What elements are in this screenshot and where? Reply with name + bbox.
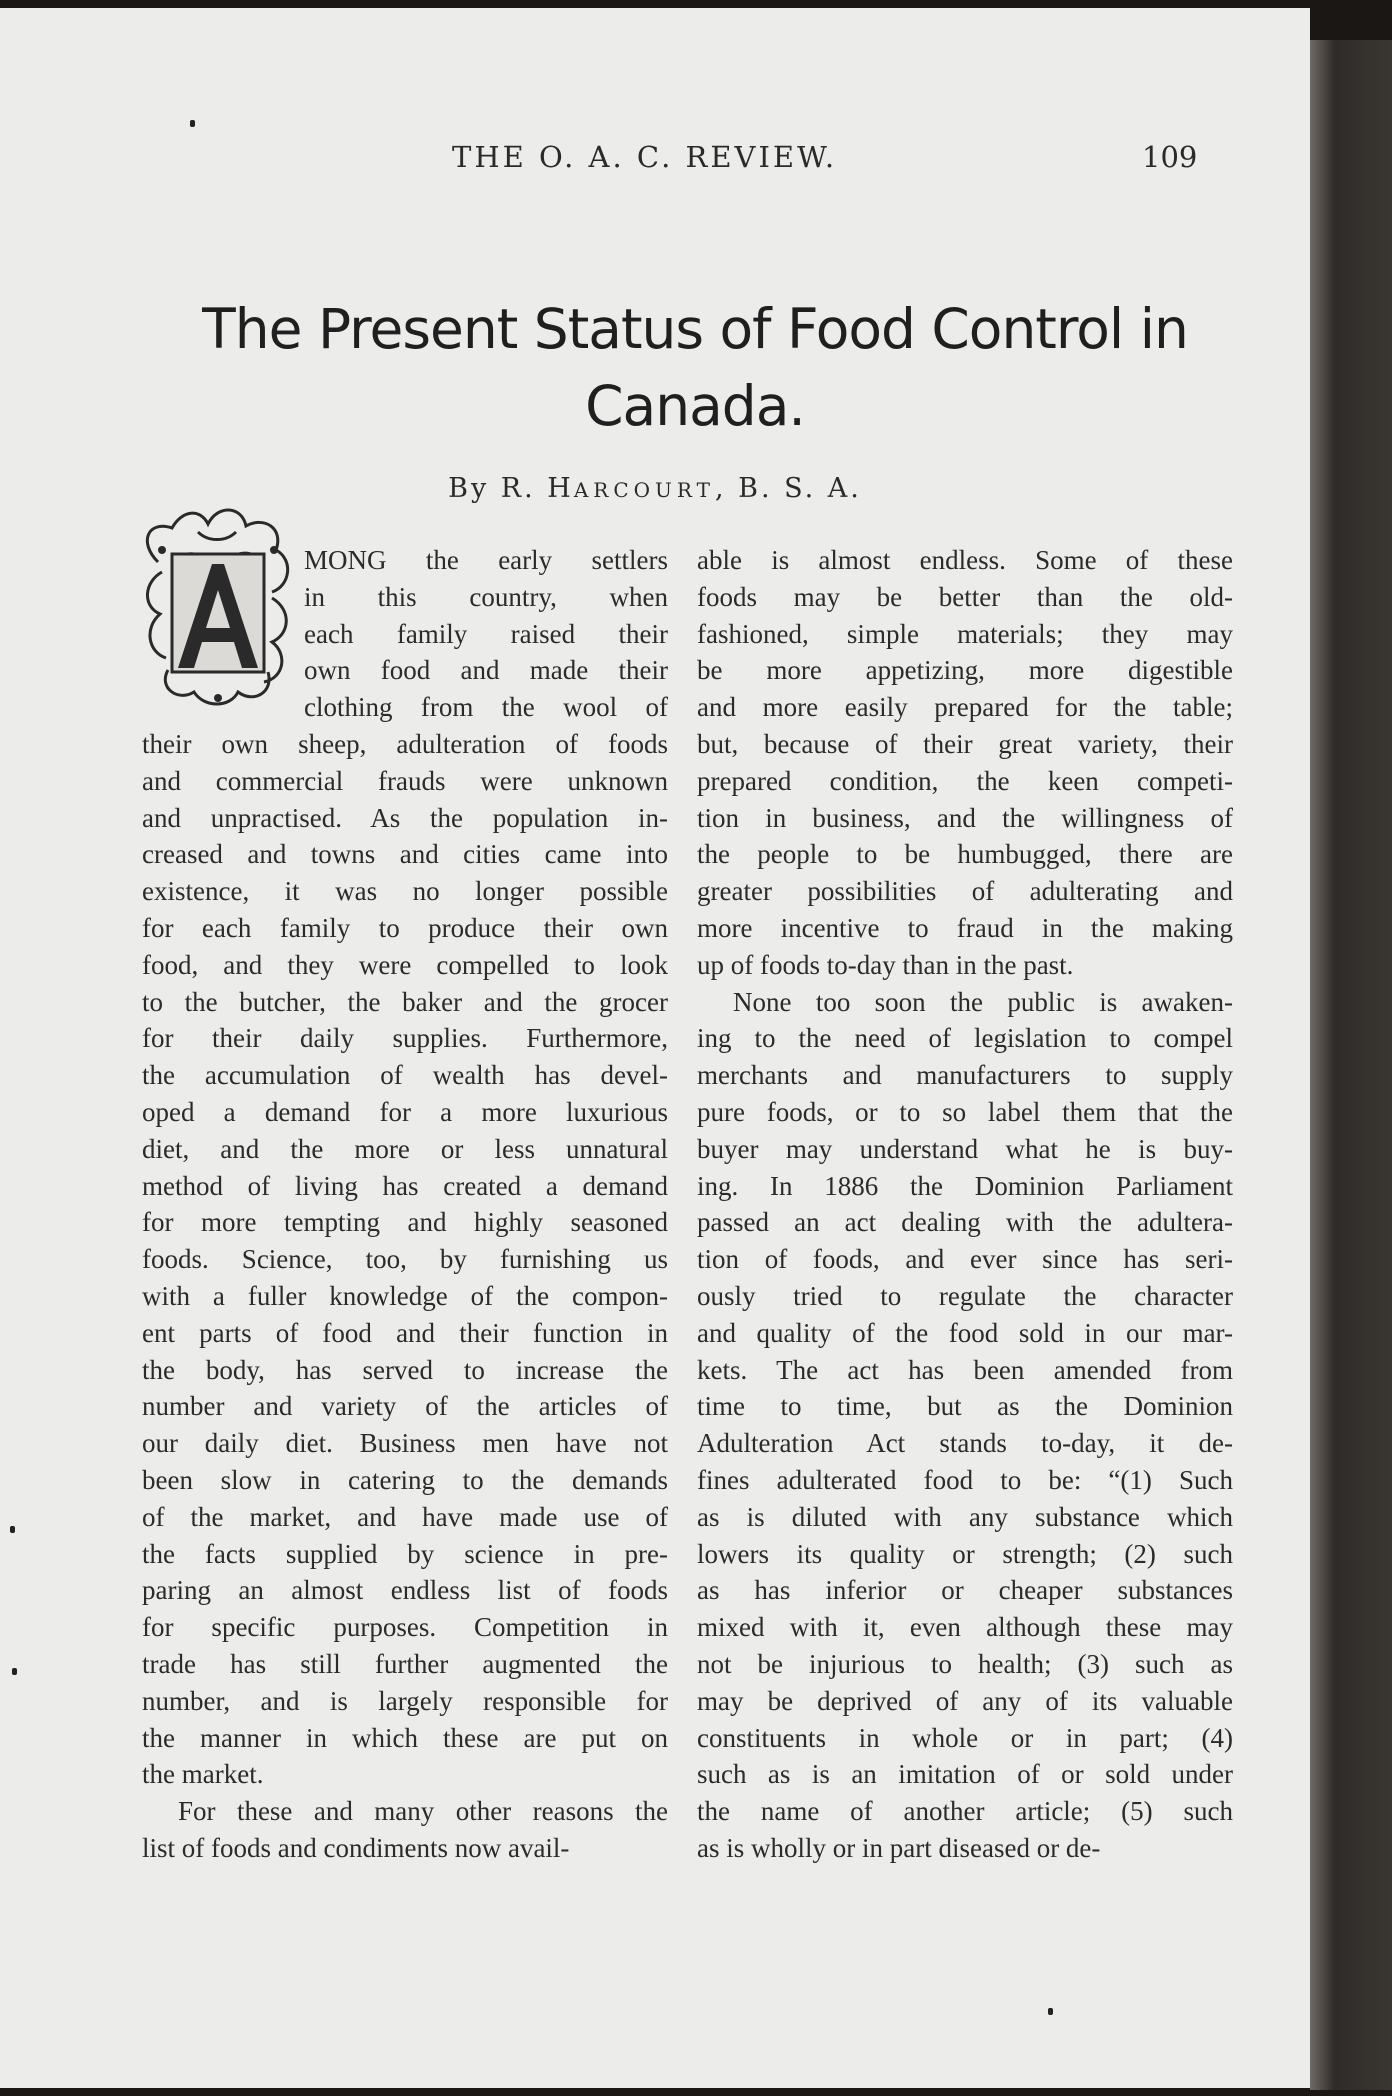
text-line: the body, has served to increase the <box>142 1354 668 1385</box>
text-line: Adulteration Act stands to-day, it de- <box>697 1428 1233 1459</box>
text-line: ously tried to regulate the character <box>697 1280 1233 1311</box>
text-line: as is wholly or in part diseased or de- <box>697 1832 1101 1863</box>
text-line: existence, it was no longer possible <box>142 876 668 907</box>
text-line: merchants and manufacturers to supply <box>697 1060 1233 1091</box>
text-line: number and variety of the articles of <box>142 1391 668 1422</box>
drop-cap-letter: A <box>138 502 139 503</box>
text-line: up of foods to-day than in the past. <box>697 949 1074 980</box>
left-column <box>142 542 668 1867</box>
text-line: and commercial frauds were unknown <box>142 765 668 796</box>
text-line: with a fuller knowledge of the compon- <box>142 1280 668 1311</box>
text-line: the name of another article; (5) such <box>697 1796 1233 1827</box>
text-line: to the butcher, the baker and the grocer <box>142 986 668 1017</box>
text-line: trade has still further augmented the <box>142 1648 668 1679</box>
text-line: more incentive to fraud in the making <box>697 912 1233 943</box>
text-line: as is diluted with any substance which <box>697 1501 1233 1532</box>
page-number: 109 <box>1142 140 1198 174</box>
text-line: buyer may understand what he is buy- <box>697 1133 1233 1164</box>
text-line: list of foods and condiments now avail- <box>142 1832 570 1863</box>
text-line: pure foods, or to so label them that the <box>697 1096 1233 1127</box>
scan-speck <box>12 1668 17 1675</box>
scan-speck <box>1048 2008 1053 2015</box>
byline-prefix: By R. H <box>448 473 574 504</box>
text-line: diet, and the more or less unnatural <box>142 1133 668 1164</box>
text-line: for more tempting and highly seasoned <box>142 1207 668 1238</box>
text-line: passed an act dealing with the adultera- <box>697 1207 1233 1238</box>
text-line: tion of foods, and ever since has seri- <box>697 1244 1233 1275</box>
text-line: time to time, but as the Dominion <box>697 1391 1233 1422</box>
byline <box>0 473 1310 504</box>
byline-smallcaps: ARCOURT <box>573 478 715 502</box>
text-line: of the market, and have made use of <box>142 1501 668 1532</box>
text-line: fines adulterated food to be: “(1) Such <box>697 1464 1233 1495</box>
scan-speck <box>190 120 195 127</box>
text-line: greater possibilities of adulterating and <box>697 876 1233 907</box>
text-line: been slow in catering to the demands <box>142 1464 668 1495</box>
text-line: kets. The act has been amended from <box>697 1354 1233 1385</box>
text-line: mixed with it, even although these may <box>697 1612 1233 1643</box>
book-spine <box>1310 40 1392 2090</box>
text-line: the people to be humbugged, there are <box>697 839 1233 870</box>
text-line: oped a demand for a more luxurious <box>142 1096 668 1127</box>
journal-title: THE O. A. C. REVIEW. <box>452 140 838 174</box>
byline-suffix: , B. S. A. <box>714 473 862 504</box>
text-line: number, and is largely responsible for <box>142 1685 668 1716</box>
text-line: the facts supplied by science in pre- <box>142 1538 668 1569</box>
text-line: may be deprived of any of its valuable <box>697 1685 1233 1716</box>
text-line: and unpractised. As the population in- <box>142 802 668 833</box>
scan-speck <box>10 1526 15 1533</box>
text-line: such as is an imitation of or sold under <box>697 1759 1233 1790</box>
text-line: able is almost endless. Some of these <box>697 545 1233 575</box>
text-line: creased and towns and cities came into <box>142 839 668 870</box>
text-line: tion in business, and the willingness of <box>697 802 1233 833</box>
text-line: for their daily supplies. Furthermore, <box>142 1023 668 1054</box>
text-line: be more appetizing, more digestible <box>697 655 1233 686</box>
text-line: own food and made their <box>304 655 668 686</box>
article-title <box>0 291 1310 445</box>
text-line: for each family to produce their own <box>142 912 668 943</box>
text-line: ent parts of food and their function in <box>142 1317 668 1348</box>
text-line: the accumulation of wealth has devel- <box>142 1060 668 1091</box>
text-line: None too soon the public is awaken- <box>733 986 1233 1017</box>
text-line: but, because of their great variety, their <box>697 728 1233 759</box>
scanned-page <box>0 8 1310 2088</box>
text-line: for specific purposes. Competition in <box>142 1612 668 1643</box>
text-line: foods may be better than the old- <box>697 581 1233 612</box>
text-line: their own sheep, adulteration of foods <box>142 728 668 759</box>
text-line: foods. Science, too, by furnishing us <box>142 1244 668 1275</box>
text-line: lowers its quality or strength; (2) such <box>697 1538 1233 1569</box>
text-line: MONG the early settlers <box>304 545 668 575</box>
text-line: paring an almost endless list of foods <box>142 1575 668 1606</box>
right-column <box>697 542 1233 1867</box>
text-line: in this country, when <box>304 581 668 612</box>
text-line: the market. <box>142 1759 264 1790</box>
article-title-line-1: The Present Status of Food Control in <box>202 297 1188 361</box>
article-title-line-2: Canada. <box>585 374 805 438</box>
text-line: ing. In 1886 the Dominion Parliament <box>697 1170 1233 1201</box>
text-line: method of living has created a demand <box>142 1170 668 1201</box>
text-line: For these and many other reasons the <box>178 1796 668 1827</box>
text-line: our daily diet. Business men have not <box>142 1428 668 1459</box>
text-line: as has inferior or cheaper substances <box>697 1575 1233 1606</box>
text-line: clothing from the wool of <box>304 692 668 723</box>
text-line: not be injurious to health; (3) such as <box>697 1648 1233 1679</box>
text-line: fashioned, simple materials; they may <box>697 618 1233 649</box>
text-line: ing to the need of legislation to compel <box>697 1023 1233 1054</box>
text-line: the manner in which these are put on <box>142 1722 668 1753</box>
text-line: constituents in whole or in part; (4) <box>697 1722 1233 1753</box>
text-line: food, and they were compelled to look <box>142 949 668 980</box>
text-line: each family raised their <box>304 618 668 649</box>
text-line: prepared condition, the keen competi- <box>697 765 1233 796</box>
running-header <box>0 140 1310 180</box>
text-line: and more easily prepared for the table; <box>697 692 1233 723</box>
text-line: and quality of the food sold in our mar- <box>697 1317 1233 1348</box>
